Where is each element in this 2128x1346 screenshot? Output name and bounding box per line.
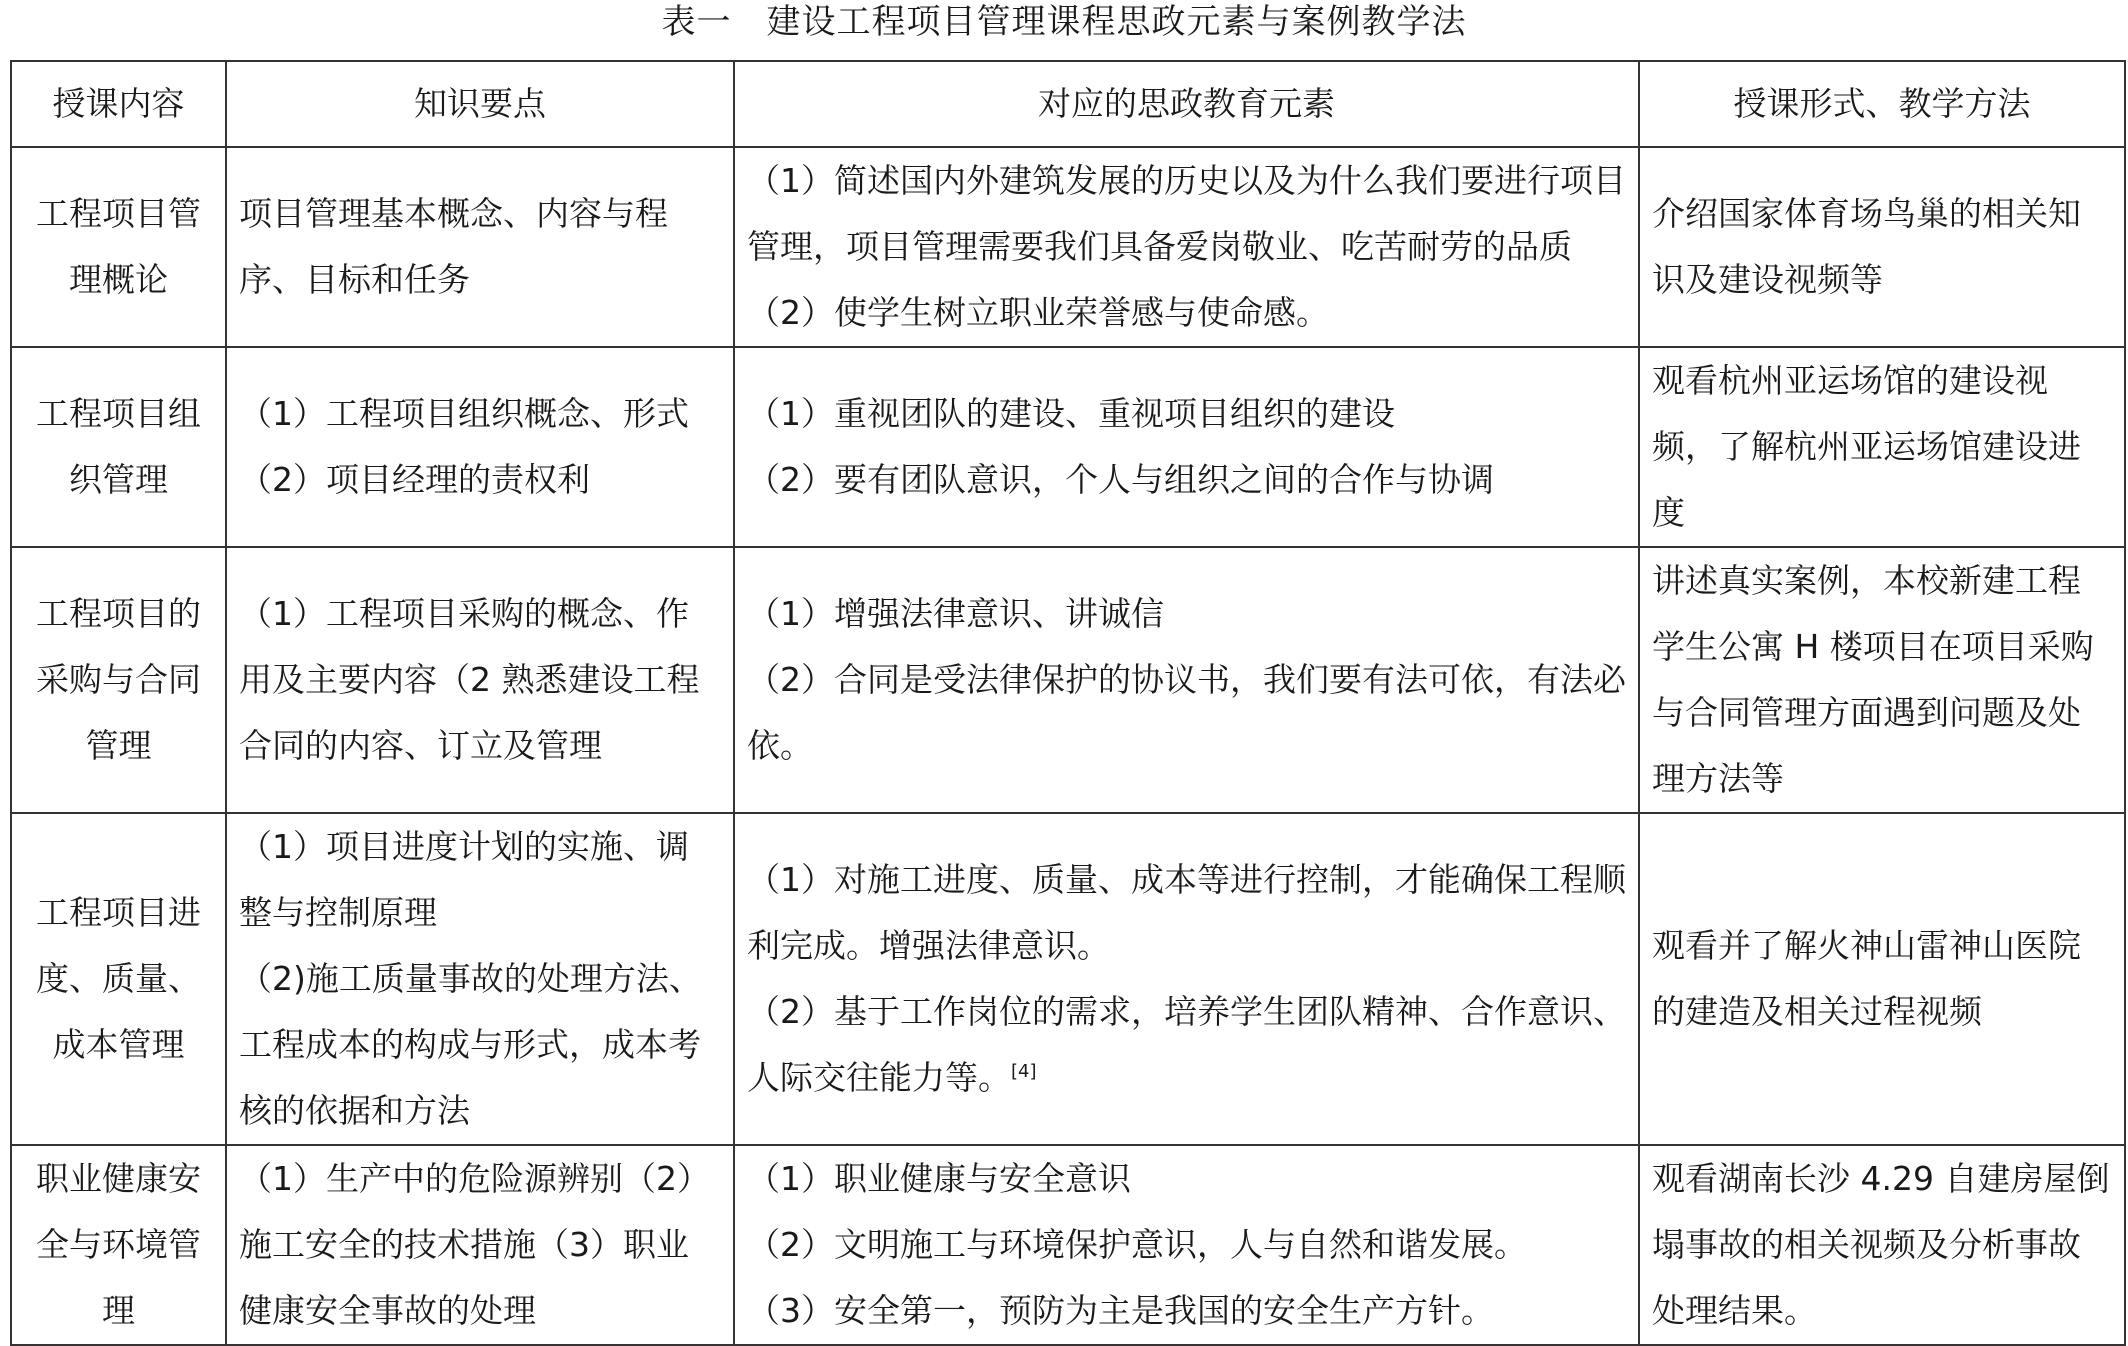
knowledge-line: （1）工程项目组织概念、形式 [239, 394, 689, 433]
table-row [11, 813, 2125, 1145]
header-knowledge-points: 知识要点 [226, 61, 734, 147]
table-caption: 表一 建设工程项目管理课程思政元素与案例教学法 [661, 2, 1467, 42]
knowledge-cell [226, 347, 734, 547]
ideology-cell [734, 1145, 1639, 1345]
knowledge-cell [226, 1145, 734, 1345]
method-cell [1639, 147, 2125, 347]
topic-cell: 职业健康安全与环境管理 [11, 1145, 226, 1345]
topic-cell: 工程项目进度、质量、成本管理 [11, 813, 226, 1145]
knowledge-cell [226, 147, 734, 347]
method-cell [1639, 347, 2125, 547]
ideology-line: （1）重视团队的建设、重视项目组织的建设 [747, 394, 1395, 433]
ideology-cell [734, 813, 1639, 1145]
header-teaching-content: 授课内容 [11, 61, 226, 147]
method-cell [1639, 547, 2125, 813]
citation-ref: [4] [1011, 1061, 1037, 1082]
header-teaching-method: 授课形式、教学方法 [1639, 61, 2125, 147]
table-row [11, 347, 2125, 547]
method-cell [1639, 1145, 2125, 1345]
table-row [11, 147, 2125, 347]
knowledge-cell [226, 547, 734, 813]
ideology-cell [734, 547, 1639, 813]
topic-cell: 工程项目的采购与合同管理 [11, 547, 226, 813]
ideology-line: （3）安全第一，预防为主是我国的安全生产方针。 [747, 1291, 1494, 1330]
knowledge-line: （1）项目进度计划的实施、调整与控制原理 [239, 827, 689, 932]
header-row [11, 61, 2125, 147]
knowledge-line: （2）项目经理的责权利 [239, 460, 590, 499]
ideology-cell [734, 347, 1639, 547]
table-row [11, 1145, 2125, 1345]
ideology-line: （2）文明施工与环境保护意识，人与自然和谐发展。 [747, 1225, 1527, 1264]
ideology-line [747, 979, 1626, 1111]
knowledge-cell [226, 813, 734, 1145]
header-ideology-elements: 对应的思政教育元素 [734, 61, 1639, 147]
topic-cell: 工程项目组织管理 [11, 347, 226, 547]
table-row [11, 547, 2125, 813]
topic-cell: 工程项目管理概论 [11, 147, 226, 347]
ideology-line: （2）要有团队意识，个人与组织之间的合作与协调 [747, 460, 1494, 499]
knowledge-line: （1）生产中的危险源辨别（2）施工安全的技术措施（3）职业健康安全事故的处理 [239, 1159, 710, 1330]
ideology-line: （1）增强法律意识、讲诚信 [747, 594, 1164, 633]
ideology-line: （1）职业健康与安全意识 [747, 1159, 1131, 1198]
ideology-line: （2）合同是受法律保护的协议书，我们要有法可依，有法必依。 [747, 660, 1626, 765]
ideology-line-text: （2）基于工作岗位的需求，培养学生团队精神、合作意识、人际交往能力等。 [747, 992, 1626, 1097]
course-table [10, 60, 2126, 1346]
knowledge-line: （1）工程项目采购的概念、作用及主要内容（2 熟悉建设工程合同的内容、订立及管理 [239, 594, 700, 765]
knowledge-line: （2)施工质量事故的处理方法、工程成本的构成与形式，成本考核的依据和方法 [239, 959, 702, 1130]
ideology-line: （1）简述国内外建筑发展的历史以及为什么我们要进行项目管理，项目管理需要我们具备爱岗敬业、吃苦耐劳的品质（2）使学生树立职业荣誉感与使命感。 [747, 161, 1626, 332]
method-cell [1639, 813, 2125, 1145]
method-line: 观看杭州亚运场馆的建设视频，了解杭州亚运场馆建设进度 [1652, 361, 2081, 532]
method-line: 介绍国家体育场鸟巢的相关知识及建设视频等 [1652, 194, 2081, 299]
ideology-line: （1）对施工进度、质量、成本等进行控制，才能确保工程顺利完成。增强法律意识。 [747, 860, 1626, 965]
method-line: 观看湖南长沙 4.29 自建房屋倒塌事故的相关视频及分析事故处理结果。 [1652, 1159, 2110, 1330]
method-line: 观看并了解火神山雷神山医院的建造及相关过程视频 [1652, 926, 2081, 1031]
knowledge-line: 项目管理基本概念、内容与程序、目标和任务 [239, 194, 668, 299]
method-line: 讲述真实案例，本校新建工程学生公寓 H 楼项目在项目采购与合同管理方面遇到问题及处理方法等 [1652, 561, 2094, 798]
ideology-cell [734, 147, 1639, 347]
